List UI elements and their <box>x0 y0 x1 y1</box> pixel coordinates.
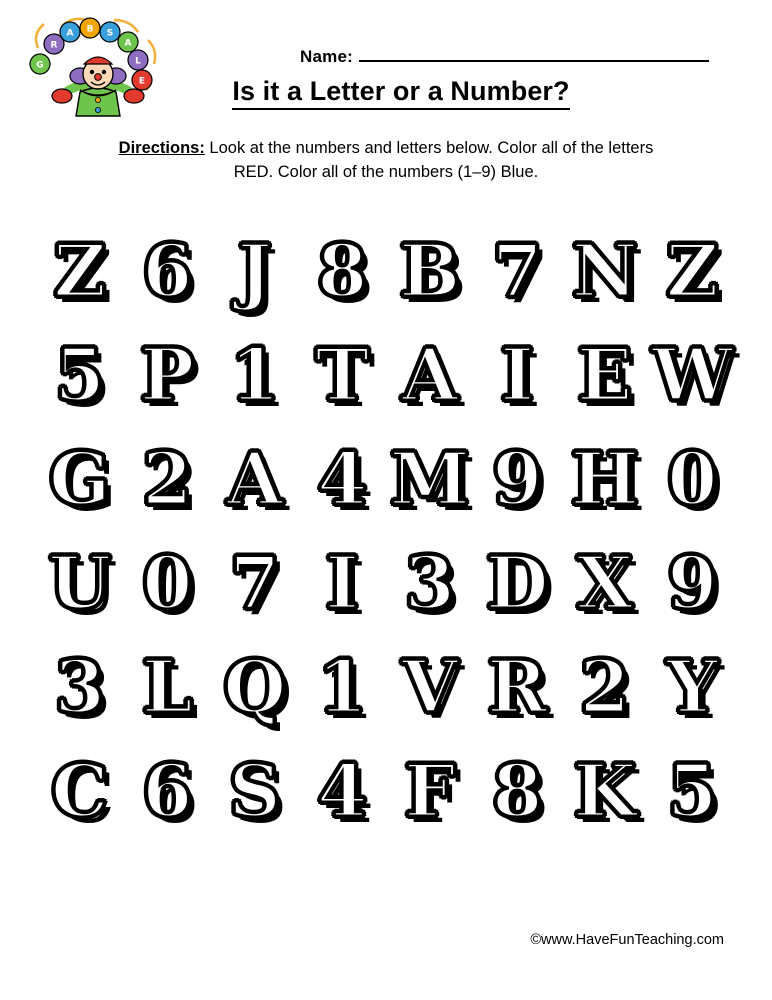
grid-cell[interactable]: W <box>651 331 733 417</box>
character-grid <box>36 219 736 843</box>
copyright-footer: ©www.HaveFunTeaching.com <box>530 932 724 948</box>
svg-text:G: G <box>36 60 44 71</box>
svg-text:B: B <box>86 24 94 35</box>
svg-text:L: L <box>135 56 141 67</box>
grid-cell[interactable]: K <box>573 747 637 833</box>
grid-cell[interactable]: 7 <box>229 539 280 625</box>
grid-cell[interactable]: 5 <box>667 747 718 833</box>
grid-cell[interactable]: Y <box>666 643 718 729</box>
grid-cell[interactable]: V <box>401 643 458 729</box>
grid-cell[interactable]: 4 <box>317 747 368 833</box>
grid-cell[interactable]: 6 <box>142 747 193 833</box>
grid-cell[interactable]: T <box>315 331 370 417</box>
grid-cell[interactable]: 0 <box>142 539 193 625</box>
svg-text:S: S <box>106 28 114 39</box>
grid-cell[interactable]: 3 <box>54 643 105 729</box>
grid-cell[interactable]: Z <box>53 227 107 313</box>
grid-cell[interactable]: 5 <box>54 331 105 417</box>
directions-line-2: RED. Color all of the numbers (1–9) Blue. <box>233 162 539 181</box>
directions-line-1: Look at the numbers and letters below. Color all of the letters <box>204 139 654 157</box>
grid-cell[interactable]: 0 <box>667 435 718 521</box>
page-title <box>0 76 772 107</box>
grid-cell[interactable]: N <box>571 227 638 313</box>
svg-text:A: A <box>66 28 74 39</box>
grid-cell[interactable]: 9 <box>492 435 543 521</box>
svg-text:R: R <box>50 40 58 51</box>
directions-label: Directions: <box>118 139 205 157</box>
grid-cell[interactable]: I <box>500 331 535 417</box>
page-header <box>0 0 772 125</box>
grid-cell[interactable]: 7 <box>492 227 543 313</box>
name-row <box>300 44 709 67</box>
grid-cell[interactable]: 1 <box>229 331 280 417</box>
grid-cell[interactable]: 2 <box>579 643 630 729</box>
grid-cell[interactable]: D <box>486 539 549 625</box>
page-title-text: Is it a Letter or a Number? <box>232 76 569 110</box>
grid-cell[interactable]: M <box>389 435 470 521</box>
grid-cell[interactable]: A <box>401 331 458 417</box>
grid-cell[interactable]: 1 <box>317 643 368 729</box>
grid-cell[interactable]: 6 <box>142 227 193 313</box>
svg-text:A: A <box>124 38 132 49</box>
grid-cell[interactable]: S <box>228 747 281 833</box>
grid-cell[interactable]: A <box>226 435 283 521</box>
grid-cell[interactable]: R <box>487 643 548 729</box>
directions <box>56 137 716 185</box>
grid-cell[interactable]: G <box>49 435 111 521</box>
name-label: Name: <box>300 47 353 66</box>
name-input-line[interactable] <box>359 44 709 62</box>
grid-cell[interactable]: C <box>51 747 109 833</box>
grid-cell[interactable]: F <box>404 747 456 833</box>
grid-cell[interactable]: 3 <box>404 539 455 625</box>
grid-cell[interactable]: I <box>325 539 360 625</box>
grid-cell[interactable]: 8 <box>317 227 368 313</box>
grid-cell[interactable]: 4 <box>317 435 368 521</box>
grid-cell[interactable]: J <box>237 227 272 313</box>
grid-cell[interactable]: Z <box>665 227 719 313</box>
grid-cell[interactable]: 9 <box>667 539 718 625</box>
svg-text:E: E <box>138 76 146 87</box>
grid-cell[interactable]: 8 <box>492 747 543 833</box>
grid-cell[interactable]: H <box>570 435 639 521</box>
grid-cell[interactable]: B <box>399 227 461 313</box>
grid-cell[interactable]: E <box>577 331 633 417</box>
grid-cell[interactable]: Q <box>223 643 287 729</box>
grid-cell[interactable]: 2 <box>142 435 193 521</box>
grid-cell[interactable]: L <box>141 643 193 729</box>
grid-cell[interactable]: P <box>140 331 195 417</box>
grid-cell[interactable]: U <box>48 539 112 625</box>
grid-cell[interactable]: X <box>576 539 633 625</box>
